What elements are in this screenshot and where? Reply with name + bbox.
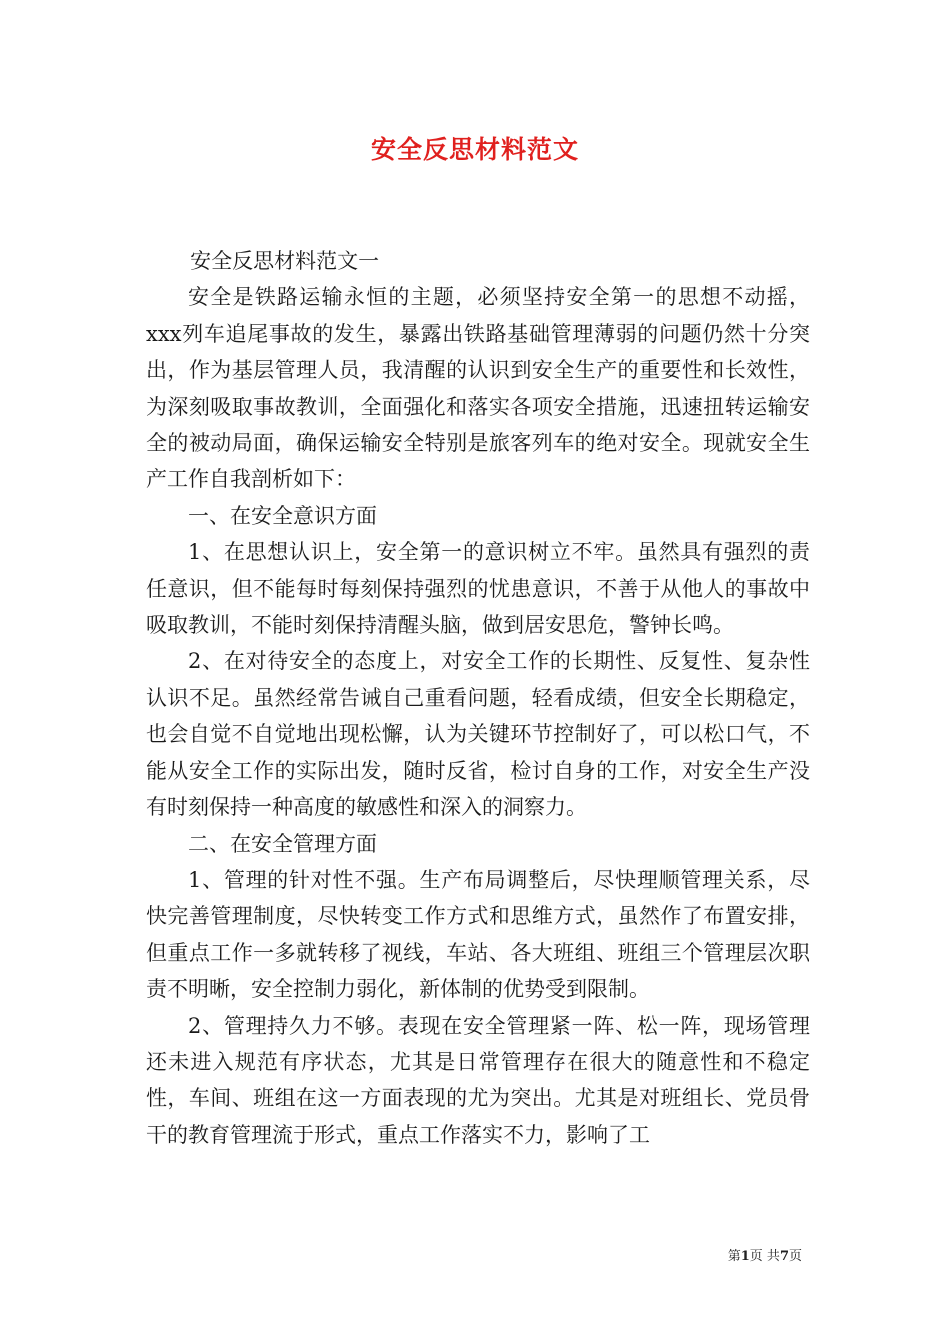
document-body [146,243,810,1153]
section-heading-management: 二、在安全管理方面 [188,831,377,856]
paragraph-intro: 安全是铁路运输永恒的主题，必须坚持安全第一的思想不动摇，xxx列车追尾事故的发生，暴露出铁路基础管理薄弱的问题仍然十分突出，作为基层管理人员，我清醒的认识到安全生产的重要性和长效性，为深刻吸取事故教训，全面强化和落实各项安全措施，迅速扭转运输安全的被动局面，确保运输安全特别是旅客列车的绝对安全。现就安全生产工作自我剖析如下： [146,285,810,492]
paragraph-awareness-2: 2、在对待安全的态度上，对安全工作的长期性、反复性、复杂性认识不足。虽然经常告诫自己重看问题，轻看成绩，但安全长期稳定，也会自觉不自觉地出现松懈，认为关键环节控制好了，可以松口气，不能从安全工作的实际出发，随时反省，检讨自身的工作，对安全生产没有时刻保持一种高度的敏感性和深入的洞察力。 [146,649,810,820]
paragraph-subtitle: 安全反思材料范文一 [190,249,380,273]
footer-current-page: 1 [740,1249,750,1264]
section-heading-awareness: 一、在安全意识方面 [188,503,377,528]
page-number-footer [728,1245,802,1264]
paragraph-awareness-1: 1、在思想认识上，安全第一的意识树立不牢。虽然具有强烈的责任意识，但不能每时每刻保持强烈的忧患意识，不善于从他人的事故中吸取教训，不能时刻保持清醒头脑，做到居安思危，警钟长鸣。 [146,540,810,638]
paragraph-management-2: 2、管理持久力不够。表现在安全管理紧一阵、松一阵，现场管理还未进入规范有序状态，尤其是日常管理存在很大的随意性和不稳定性，车间、班组在这一方面表现的尤为突出。尤其是对班组长、党员骨干的教育管理流于形式，重点工作落实不力，影响了工 [146,1013,810,1147]
footer-prefix: 第 [727,1249,741,1264]
footer-suffix: 页 [788,1249,802,1264]
document-title: 安全反思材料范文 [370,135,579,164]
footer-total-pages: 7 [779,1249,789,1264]
paragraph-management-1: 1、管理的针对性不强。生产布局调整后，尽快理顺管理关系，尽快完善管理制度，尽快转变工作方式和思维方式，虽然作了布置安排，但重点工作一多就转移了视线，车站、各大班组、班组三个管理层次职责不明晰，安全控制力弱化，新体制的优势受到限制。 [146,867,810,1002]
footer-middle: 页 共 [749,1249,780,1264]
